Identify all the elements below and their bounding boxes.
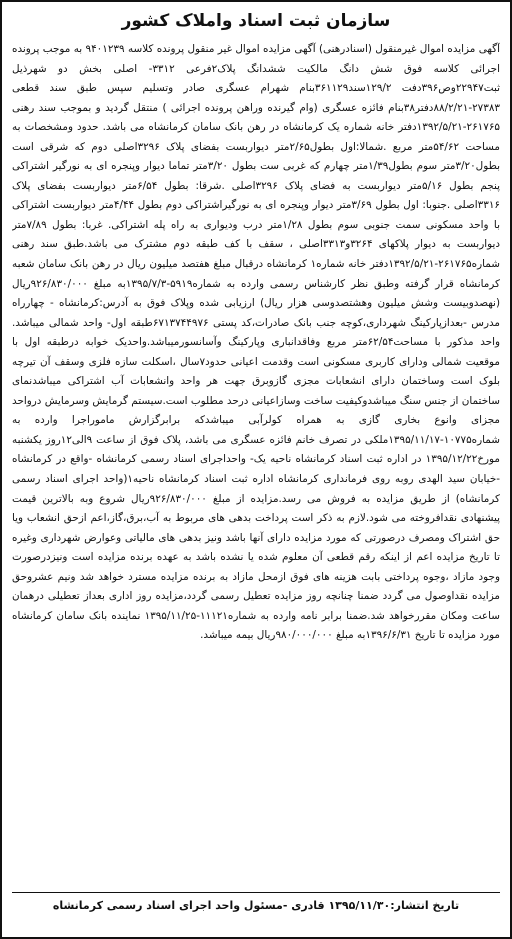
- notice-body: آگهی مزایده اموال غیرمنقول (اسنادرهنی) آگهی مزایده اموال غیر منقول پرونده کلاسه ۹۴۰۱۲۳۹ به موجب پرونده اجرائی کلاسه فوق شش دانگ مالکیت ششدانگ پلاک۲فرعی ۳۳۱۲- اصلی بخش دو شهرذیل ثبت۲۲۹۴۷وص۳۹۶دفت ۱۲۹/۲سند۳۶۱۱۲۹بنام شهرام عسگری صادر وتسلیم سپس طبق سند قطعی ۲۷۳۸۳-۸۸/۲/۲۱دفتر۳۸بنام فائزه عسگری (وام گیرنده وراهن پرونده اجرائی ) منتقل گردید و بموجب سند رهنی ۲۶۱۷۶۵-۱۳۹۲/۵/۲۱دفتر خانه شماره یک کرمانشاه در رهن بانک سامان کرمانشاه می باشد. حدود ومشخصات به مساحت ۵۴/۶۲متر مربع .شمالا:اول بطول۲/۶۵متر دیواربست بفضای پلاک ۳۲۹۶اصلی دوم که شرقی است بطول۳/۲۰متر سوم بطول۱/۳۹متر چهارم که غربی ست بطول ۳/۲۰متر تماما دیوار وپنجره ای به نورگیر اشتراکی پنجم بطول ۵/۱۶متر دیواربست به فضای پلاک ۳۲۹۶اصلی .شرقا: بطول ۶/۵۴متر دیواربست بفضای پلاک ۳۳۱۶اصلی .جنوبا: اول بطول ۳/۶۹متر دیوار وپنجره ای به نورگیراشتراکی دوم بطول ۴/۴۴متر دیواربست اشتراکی با واحد مسکونی سمت جنوبی سوم بطول ۱/۲۸متر درب ودیواری به راه پله اشتراکی. غربا: بطول ۷/۸۹متر دیواربست به دیوار پلاکهای ۳۲۶۴و۳۳۱۳اصلی ، سقف با کف طبقه دوم مشترک می باشد.طبق سند رهنی شماره۲۶۱۷۶۵-۱۳۹۲/۵/۲۱دفتر خانه شماره۱ کرمانشاه درقبال مبلغ هفتصد میلیون ریال در رهن بانک سامان شعبه کرمانشاه قرار گرفته وطبق نظر کارشناس رسمی وارده به شماره۵۹۱۹-۱۳۹۵/۷/۳به مبلغ ۹۲۶/۸۳۰/۰۰۰ریال (نهصدوبیست وشش میلیون وهشتصدوسی هزار ریال) ارزیابی شده وپلاک فوق به آدرس:کرمانشاه - چهارراه مدرس -بعدازپارکینگ شهرداری،کوچه جنب بانک صادرات،کد پستی ۶۷۱۳۷۴۴۹۷۶طبقه اول- واحد شمالی میباشد. واحد مذکور با مساحت۶۲/۵۴متر مربع وفاقدانباری وپارکینگ وآسانسورمیباشد.واحدیک خوابه درطبقه اول با موقعیت شمالی ودارای کاربری مسکونی است وقدمت اعیانی حدود۷سال ،اسکلت سازه فلزی وسقف آن تیرچه بلوک است وساختمان دارای انشعابات مجزی گازوبرق جهت هر واحد وانشعابات آب اشتراکی میباشدنمای ساختمان از جنس سنگ میباشدوکیفیت ساخت وسازاعیانی درحد مطلوب است.سیستم گرمایش وسرمایش درواحد مجزای وانوع بخاری گازی به همراه کولرآبی میباشدکه برابرگزارش ماموراجرا وارده به شماره۱۰۷۷۵-۱۳۹۵/۱۱/۱۷ملکی در تصرف خانم فائزه عسگری می باشد، پلاک فوق از ساعت ۹الی۱۲روز یکشنبه مورخ۱۳۹۵/۱۲/۲۲ در اداره ثبت اسناد کرمانشاه ناحیه یک- واحداجرای اسناد رسمی کرمانشاه -واقع در کرمانشاه -خیابان سید الهدی روبه روی فرمانداری کرمانشاه اداره ثبت اسناد کرمانشاه ناحیه۱(واحد اجرای اسناد رسمی کرمانشاه) از طریق مزایده به فروش می رسد.مزایده از مبلغ ۹۲۶/۸۳۰/۰۰۰ریال شروع وبه بالاترین قیمت پیشنهادی نقدافروخته می شود.لازم به ذکر است پرداخت بدهی های مربوط به آب،برق،گاز،اعم ازحق انشعاب ویا حق اشتراک ومصرف درصورتی که مورد مزایده دارای آنها باشد ونیز بدهی های مالیاتی وعوارض شهرداری وغیره تا تاریخ مزایده اعم از اینکه رقم قطعی آن معلوم شده یا نشده باشد به عهده برنده مزایده است ونیزدرصورت وجود مازاد ،وجوه پرداختی بابت هزینه های فوق ازمحل مازاد به برنده مزایده مسترد خواهد شد ونیم عشروحق مزایده نقداوصول می گردد ضمنا چنانچه روز مزایده تعطیل رسمی گردد،مزایده روز اداری بعداز تعطیلی درهمان ساعت ومکان مقررخواهد شد.ضمنا برابر نامه وارده به شماره۱۱۱۲۱-۱۳۹۵/۱۱/۲۵ نماینده بانک سامان کرمانشاه مورد مزایده تا تاریخ ۱۳۹۶/۶/۳۱به مبلغ ۹۸۰/۰۰۰/۰۰۰ریال بیمه میباشد.: [12, 43, 500, 642]
- notice-footer: تاریخ انتشار:۱۳۹۵/۱۱/۳۰ قادری -مسئول واحد اجرای اسناد رسمی کرمانشاه: [12, 892, 500, 915]
- notice-title: سازمان ثبت اسناد واملاک کشور: [121, 11, 391, 31]
